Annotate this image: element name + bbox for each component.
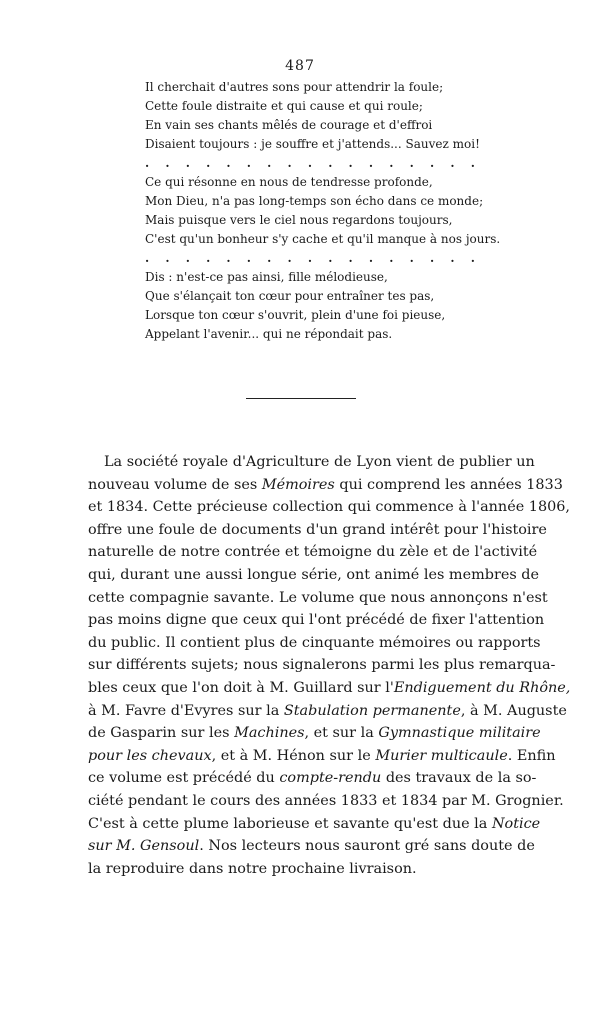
italic-title: Stabulation permanente — [283, 702, 461, 719]
poem-line: Mon Dieu, n'a pas long-temps son écho dans ce monde; — [145, 194, 484, 208]
text-line: de Gasparin sur les Machines, et sur la Gymnastique militaire — [88, 725, 541, 742]
text-line: ciété pendant le cours des années 1833 et 1834 par M. Grognier. — [88, 792, 564, 809]
poem-line: Dis : n'est-ce pas ainsi, fille mélodieuse, — [145, 270, 388, 284]
poem-line: C'est qu'un bonheur s'y cache et qu'il manque à nos jours. — [145, 232, 501, 246]
italic-title: pour les chevaux — [88, 747, 212, 764]
italic-title: Mémoires — [261, 476, 335, 493]
text-line: cette compagnie savante. Le volume que nous annonçons n'est — [88, 589, 548, 606]
text-line: bles ceux que l'on doit à M. Guillard sur l'Endiguement du Rhône, — [88, 679, 571, 696]
text-line: du public. Il contient plus de cinquante mémoires ou rapports — [88, 634, 541, 651]
poem-stanza-3 — [145, 268, 475, 344]
text-line: à M. Favre d'Evyres sur la Stabulation permanente, à M. Auguste — [88, 702, 567, 719]
italic-title: Gymnastique militaire — [378, 725, 541, 742]
italic-title: Murier multicaule — [375, 747, 508, 764]
text-line: pour les chevaux, et à M. Hénon sur le Murier multicaule. Enfin — [88, 747, 556, 764]
prose-paragraph — [88, 451, 571, 880]
page-number: 487 — [285, 58, 315, 74]
text-line: La société royale d'Agriculture de Lyon vient de publier un — [104, 454, 535, 470]
text-line: qui, durant une aussi longue série, ont animé les membres de — [88, 566, 540, 583]
section-divider — [246, 398, 356, 399]
ellipsis-separator: . . . . . . . . . . . . . . . . . — [145, 156, 481, 170]
text-line: ce volume est précédé du compte-rendu des travaux de la so- — [88, 770, 537, 787]
text-line: sur M. Gensoul. Nos lecteurs nous sauront gré sans doute de — [88, 838, 535, 855]
poem-line: En vain ses chants mêlés de courage et d'effroi — [145, 118, 433, 132]
text-line: pas moins digne que ceux qui l'ont précédé de fixer l'attention — [88, 612, 545, 629]
poem-line: Ce qui résonne en nous de tendresse profonde, — [145, 175, 433, 189]
poem-line: Disaient toujours : je souffre et j'attends... Sauvez moi! — [145, 137, 480, 151]
text-line: naturelle de notre contrée et témoigne du zèle et de l'activité — [88, 544, 538, 561]
italic-title: Machines — [234, 725, 305, 742]
poem-line: Appelant l'avenir... qui ne répondait pas. — [145, 327, 393, 341]
italic-title: Endiguement du Rhône, — [393, 679, 571, 696]
poem-line: Il cherchait d'autres sons pour attendrir la foule; — [145, 80, 444, 94]
text-line: sur différents sujets; nous signalerons parmi les plus remarqua- — [88, 657, 556, 674]
text-line: offre une foule de documents d'un grand intérêt pour l'histoire — [88, 521, 547, 538]
italic-title: sur M. Gensoul — [88, 838, 200, 855]
poem-line: Lorsque ton cœur s'ouvrit, plein d'une foi pieuse, — [145, 308, 446, 322]
italic-title: compte-rendu — [279, 770, 382, 787]
poem-stanza-1 — [145, 78, 480, 154]
text-line: nouveau volume de ses Mémoires qui comprend les années 1833 — [88, 476, 563, 493]
poem-stanza-2 — [145, 173, 501, 249]
poem-line: Cette foule distraite et qui cause et qui roule; — [145, 99, 423, 113]
italic-title: Notice — [491, 815, 541, 832]
text-line: et 1834. Cette précieuse collection qui commence à l'année 1806, — [88, 499, 570, 516]
poem-line: Que s'élançait ton cœur pour entraîner tes pas, — [145, 289, 435, 303]
text-line: la reproduire dans notre prochaine livraison. — [88, 860, 417, 877]
poem — [145, 78, 501, 344]
text-line: C'est à cette plume laborieuse et savante qu'est due la Notice — [88, 815, 541, 832]
ellipsis-separator: . . . . . . . . . . . . . . . . . — [145, 251, 481, 265]
poem-line: Mais puisque vers le ciel nous regardons toujours, — [145, 213, 453, 227]
